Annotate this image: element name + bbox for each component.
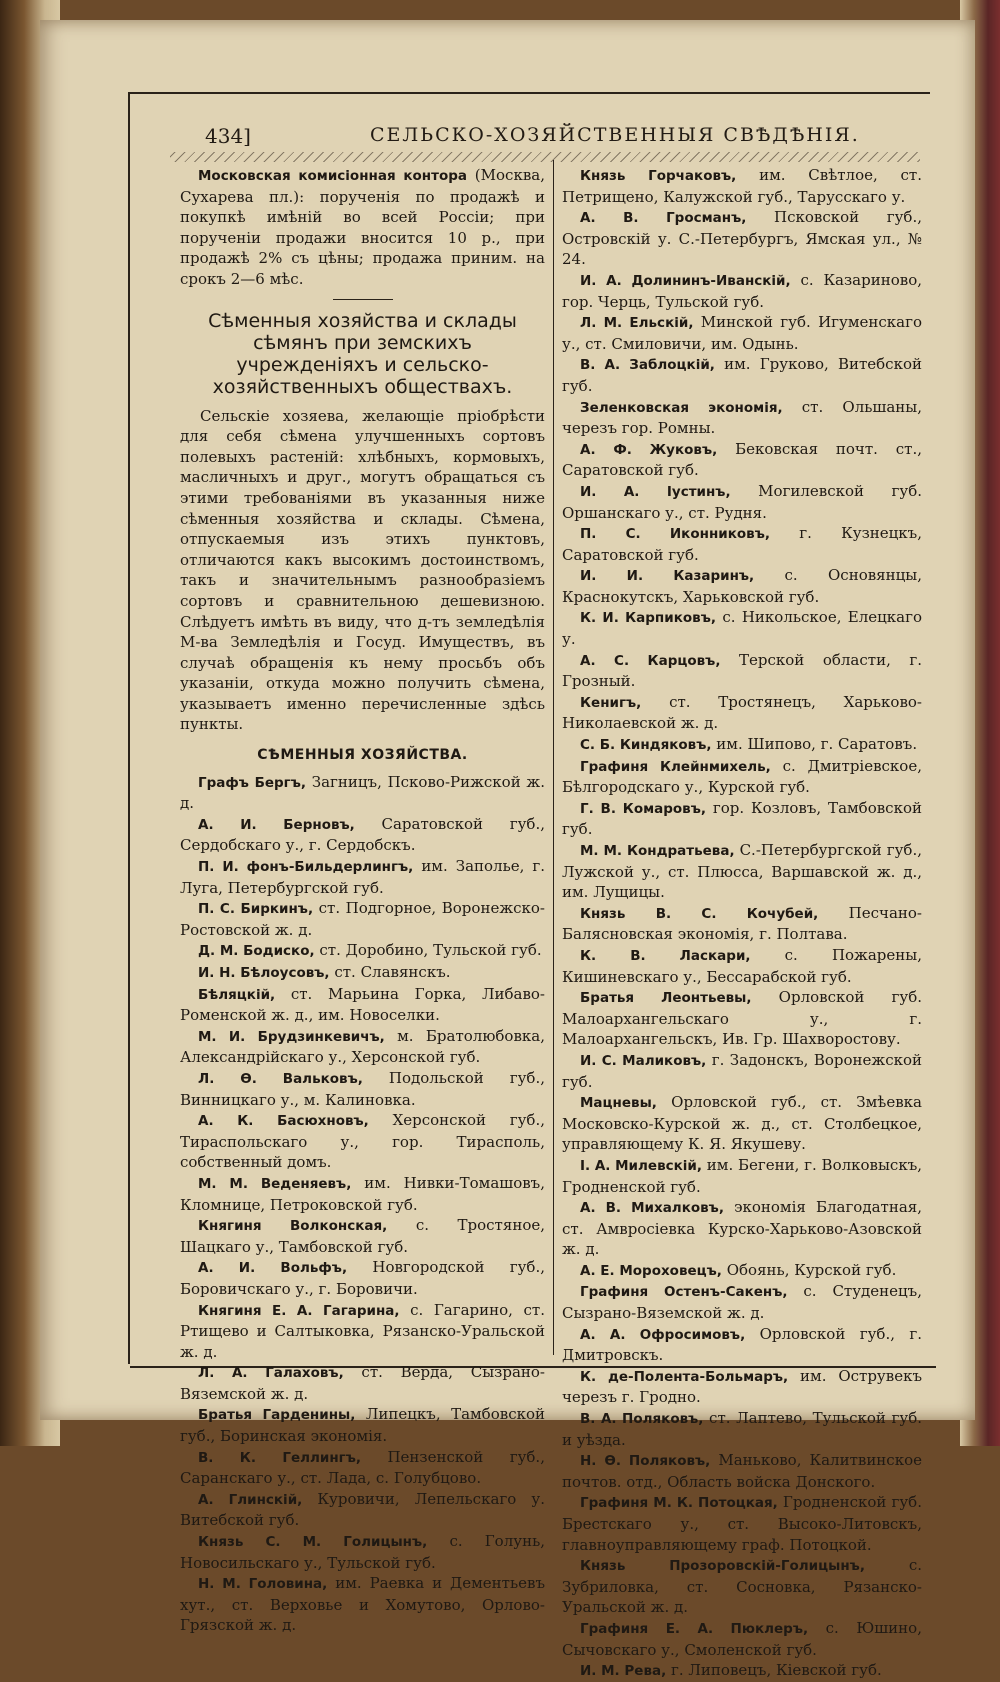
entry-text: с. Зубриловка, ст. Сосновка, Рязанско-Уральской ж. д. [562, 1556, 922, 1617]
entry-text: ст. Ольшаны, черезъ гор. Ромны. [562, 397, 922, 438]
entry-name: І. А. Милевскій, [580, 1157, 702, 1174]
list-item [180, 814, 545, 856]
list-item [180, 984, 545, 1026]
entry-text: С.-Петербургской губ., Лужской у., ст. Плюсса, Варшавской ж. д., им. Лущицы. [562, 841, 922, 902]
entry-text: Пензенской губ., Саранскаго у., ст. Лада, с. Голубцово. [180, 1447, 545, 1488]
entry-name: Графиня М. К. Потоцкая, [580, 1495, 778, 1512]
list-item [180, 1026, 545, 1068]
list-item [180, 772, 545, 814]
list-item [562, 523, 922, 565]
entry-text: Новгородской губ., Боровичскаго у., г. Боровичи. [180, 1258, 546, 1298]
entry-text: Бековская почт. ст., Саратовской губ. [562, 439, 922, 480]
entry-name: М. И. Брудзинкевичъ, [198, 1028, 385, 1045]
entry-name: Графъ Бергъ, [198, 774, 307, 791]
list-item [562, 1281, 922, 1323]
entry-text: Могилевской губ. Оршанскаго у., ст. Рудня. [562, 481, 922, 522]
entry-name: А. Е. Мороховецъ, [580, 1262, 722, 1279]
entry-text: ст. Подгорное, Воронежско-Ростовской ж. д. [180, 899, 545, 939]
entry-name: Князь С. М. Голицынъ, [198, 1534, 428, 1551]
list-item [562, 987, 922, 1050]
entry-name: М. М. Кондратьева, [580, 843, 735, 859]
entry-text: гор. Козловъ, Тамбовской губ. [562, 798, 922, 839]
entry-name: М. М. Веденяевъ, [198, 1175, 352, 1192]
entry-text: с. Гагарино, ст. Ртищево и Салтыковка, Рязанско-Уральской ж. д. [180, 1300, 545, 1361]
list-item [562, 1366, 922, 1408]
entry-text: ст. Доробино, Тульской губ. [319, 941, 542, 960]
entry-name: П. И. фонъ-Бильдерлингъ, [198, 859, 414, 876]
entry-name: Княгиня Е. А. Гагарина, [198, 1302, 400, 1319]
list-item [562, 1197, 922, 1260]
list-item [180, 940, 545, 962]
entry-text: ст. Верда, Сызрано-Вяземской ж. д. [180, 1363, 545, 1403]
list-item [180, 898, 545, 940]
list-item [562, 903, 922, 945]
entry-text: Куровичи, Лепельскаго у. Витебской губ. [180, 1489, 545, 1530]
list-item [562, 270, 922, 312]
entry-text: Псковской губ., Островскій у. С.-Петербургъ, Ямская ул., № 24. [562, 208, 922, 269]
entry-name: П. С. Иконниковъ, [580, 526, 770, 543]
entry-text: Орловской губ., г. Дмитровскъ. [562, 1324, 923, 1365]
list-item [180, 1215, 545, 1257]
right-entries-list [562, 165, 922, 1682]
list-item [180, 1068, 545, 1110]
entry-text: им. Нивки-Томашовъ, Кломнице, Петроковской губ. [180, 1173, 545, 1214]
entry-text: с. Юшино, Сычовскаго у., Смоленской губ. [562, 1618, 922, 1659]
entry-name: Д. М. Бодиско, [198, 943, 315, 960]
list-item [562, 650, 922, 692]
entry-name: В. К. Геллингъ, [198, 1449, 361, 1466]
list-item [180, 1173, 545, 1215]
entry-text: с. Пожарены, Кишиневскаго у., Бессарабской губ. [562, 945, 922, 986]
entry-name: А. Ф. Жуковъ, [580, 441, 718, 458]
entry-name: Князь Горчаковъ, [580, 168, 737, 184]
list-item [562, 756, 922, 798]
entry-name: В. А. Поляковъ, [580, 1411, 704, 1428]
entry-name: Л. Ѳ. Вальковъ, [198, 1070, 363, 1087]
left-column [180, 165, 545, 1636]
list-item [180, 1573, 545, 1636]
entry-name: И. М. Рева, [580, 1663, 667, 1680]
entry-text: с. Студенецъ, Сызрано-Вяземской ж. д. [562, 1282, 922, 1323]
entry-text: Орловской губ. Малоархангельскаго у., г. Малоархангельскъ, Ив. Гр. Шахворостову. [562, 988, 922, 1049]
entry-text: ст. Лаптево, Тульской губ. и уѣзда. [562, 1409, 922, 1449]
entry-text: (Москва, Сухарева пл.): порученія по продажѣ и покупкѣ имѣній во всей Россіи; при порученіи продажи вносится 10 р., при продажѣ 2% съ цѣны; продажа приним. на срокъ 2—6 мѣс. [180, 166, 545, 288]
intro-paragraph: Сельскіе хозяева, желающіе пріобрѣсти для себя сѣмена улучшенныхъ сортовъ полевыхъ растеній: хлѣбныхъ, кормовыхъ, масличныхъ и друг., могутъ обращаться съ этими требованіями въ указанныя ниже сѣменныя хозяйства и склады. Сѣмена, отпускаемыя изъ этихъ пунктовъ, отличаются какъ высокимъ достоинствомъ, такъ и значительнымъ разнообразіемъ сортовъ и сравнительною дешевизною. Слѣдуетъ имѣть въ виду, что д-тъ земледѣлія М-ва Земледѣлія и Госуд. Имуществъ, въ случаѣ обращенія къ нему просьбъ объ указаніи, откуда можно получить сѣмена, указываетъ именно перечисленные здѣсь пункты. [180, 406, 545, 734]
entry-name: Графиня Е. А. Пюклеръ, [580, 1620, 809, 1637]
entry-name: И. С. Маликовъ, [580, 1052, 707, 1069]
entry-text: г. Задонскъ, Воронежской губ. [562, 1050, 922, 1091]
list-item [562, 607, 922, 649]
list-item [180, 1300, 545, 1363]
entry-text: с. Голунь, Новосильскаго у., Тульской губ. [180, 1532, 545, 1572]
list-item [562, 565, 922, 607]
entry-text: Подольской губ., Винницкаго у., м. Калиновка. [180, 1068, 545, 1109]
entry-name: П. С. Биркинъ, [198, 901, 314, 918]
list-item [562, 439, 922, 481]
list-item [562, 840, 922, 903]
entry-text: Орловской губ., ст. Змѣевка Московско-Курской ж. д., ст. Столбецкое, управляющему К. Я. Якушеву. [562, 1093, 922, 1154]
entry-text: им. Заполье, г. Луга, Петербургской губ. [180, 857, 545, 897]
entry-name: А. И. Берновъ, [198, 816, 355, 833]
list-item [562, 692, 922, 734]
list-item [180, 1404, 545, 1446]
entry-name: Московская комисіонная контора [198, 168, 467, 184]
list-item [562, 1092, 922, 1155]
list-item [562, 165, 922, 207]
list-item [562, 1618, 922, 1660]
entry-name: А. К. Басюхновъ, [198, 1113, 369, 1130]
column-divider [553, 160, 554, 1355]
entry-name: Графиня Клейнмихель, [580, 758, 771, 775]
list-item [562, 354, 922, 396]
entry-name: Н. Ѳ. Поляковъ, [580, 1453, 711, 1470]
entry-text: им. Свѣтлое, ст. Петрищено, Калужской губ., Тарусскаго у. [562, 166, 922, 206]
entry-name: И. А. Долининъ-Иванскій, [580, 272, 791, 289]
entry-name: А. И. Вольфъ, [198, 1260, 348, 1277]
entry-name: И. А. Іустинъ, [580, 483, 731, 500]
list-item [562, 1555, 922, 1618]
list-item [562, 1260, 922, 1282]
list-item [562, 397, 922, 439]
list-item [562, 1155, 922, 1197]
entry-name: Князь Прозоровскій-Голицынъ, [580, 1558, 865, 1575]
entry-text: им. Раевка и Дементьевъ хут., ст. Верховье и Хомутово, Орлово-Грязской ж. д. [180, 1574, 546, 1635]
list-item [562, 1660, 922, 1682]
list-item [562, 1408, 922, 1450]
entry-text: с. Никольское, Елецкаго у. [562, 608, 923, 649]
entry-text: Саратовской губ., Сердобскаго у., г. Сердобскъ. [180, 814, 545, 855]
list-item [180, 1489, 545, 1531]
entry-name: А. Глинскій, [198, 1491, 303, 1508]
list-item [180, 856, 545, 898]
list-item [562, 798, 922, 840]
entry-name: Н. М. Головина, [198, 1576, 328, 1593]
list-item [562, 312, 922, 354]
entry-text: Херсонской губ., Тираспольскаго у., гор. Тирасполь, собственный домъ. [180, 1111, 545, 1172]
entry-text: Гродненской губ. Брестскаго у., ст. Высоко-Литовскъ, главноуправляющему граф. Потоцкой. [562, 1493, 922, 1554]
entry-text: Маньково, Калитвинское почтов. отд., Область войска Донского. [562, 1451, 922, 1491]
list-item [180, 1447, 545, 1489]
entry-text: г. Кузнецкъ, Саратовской губ. [562, 524, 922, 564]
entry-name: Бѣляцкій, [198, 986, 276, 1003]
entry-text: Песчано-Балясновская экономія, г. Полтава. [562, 903, 922, 944]
entry-name: А. В. Гросманъ, [580, 210, 747, 227]
entry-text: с. Основянцы, Краснокутскъ, Харьковской губ. [562, 566, 922, 606]
entry-name: А. В. Михалковъ, [580, 1200, 724, 1217]
entry-text: ст. Марьина Горка, Либаво-Роменской ж. д., им. Новоселки. [180, 984, 545, 1025]
entry-text: им. Груково, Витебской губ. [562, 355, 922, 395]
entry-name: К. В. Ласкари, [580, 947, 751, 964]
entry-text: с. Казариново, гор. Черць, Тульской губ. [562, 270, 922, 311]
entry-text: им. Бегени, г. Волковыскъ, Гродненской губ. [562, 1155, 923, 1196]
entry-text: г. Липовецъ, Кіевской губ. [671, 1661, 882, 1680]
entry-name: Зеленковская экономія, [580, 399, 783, 416]
entry-name: Графиня Остенъ-Сакенъ, [580, 1284, 788, 1301]
entry-text: им. Шиповo, г. Саратовъ. [716, 735, 918, 754]
entry-text: Минской губ. Игуменскаго у., ст. Смиловичи, им. Одынь. [562, 313, 922, 353]
entry-name: Братья Гарденины, [198, 1407, 356, 1424]
entry-name: И. Н. Бѣлоусовъ, [198, 965, 330, 981]
entry-text: Терской области, г. Грозный. [562, 650, 923, 691]
list-item [180, 1531, 545, 1573]
entry-text: Загницъ, Псково-Рижской ж. д. [180, 772, 545, 813]
list-item [562, 1450, 922, 1492]
list-item [180, 1110, 545, 1173]
list-item [562, 734, 922, 756]
list-item [562, 207, 922, 270]
entry-name: Княгиня Волконская, [198, 1218, 388, 1235]
entry-name: К. И. Карпиковъ, [580, 610, 716, 627]
entry-text: с. Дмитріевское, Бѣлгородскаго у., Курской губ. [562, 756, 922, 797]
entry-name: А. А. Офросимовъ, [580, 1326, 746, 1343]
entry-text: Обоянь, Курской губ. [726, 1260, 897, 1279]
list-item [562, 481, 922, 523]
section-heading: Сѣменныя хозяйства и склады сѣмянъ при земскихъ учрежденіяхъ и сельско-хозяйственныхъ обществахъ. [208, 309, 517, 398]
wavy-rule [170, 152, 920, 162]
entry-name: А. С. Карцовъ, [580, 652, 721, 669]
list-item [562, 945, 922, 987]
entry-name: С. Б. Киндяковъ, [580, 737, 712, 754]
left-entries-list [180, 772, 545, 1636]
right-column [562, 165, 922, 1682]
entry-text: Липецкъ, Тамбовской губ., Боринская экономія. [180, 1405, 545, 1446]
page-number: 434] [205, 124, 251, 148]
list-item [562, 1050, 922, 1092]
entry-text: экономія Благодатная, ст. Амвросіевка Курско-Харьково-Азовской ж. д. [562, 1198, 922, 1259]
entry-text: ст. Славянскъ. [334, 963, 451, 981]
entry-name: Кенигъ, [580, 694, 642, 711]
list-item [180, 1362, 545, 1404]
entry-name: К. де-Полента-Больмаръ, [580, 1368, 789, 1385]
entry-text: с. Тростяное, Шацкаго у., Тамбовской губ. [180, 1216, 545, 1256]
entry-text: ст. Тростянецъ, Харьково-Николаевской ж. д. [562, 692, 922, 733]
list-item [180, 962, 545, 984]
entry-name: Л. А. Галаховъ, [198, 1365, 344, 1382]
entry-name: Князь В. С. Кочубей, [580, 905, 819, 922]
list-item [562, 1324, 922, 1366]
entry-name: Братья Леонтьевы, [580, 990, 752, 1007]
list-item [180, 1257, 545, 1299]
short-rule [333, 299, 393, 300]
running-title: СЕЛЬСКО-ХОЗЯЙСТВЕННЫЯ СВѢДѢНІЯ. [370, 124, 860, 146]
entry-name: Мацневы, [580, 1095, 657, 1112]
subheading: СѢМЕННЫЯ ХОЗЯЙСТВА. [257, 747, 468, 764]
intro-entry [180, 165, 545, 290]
entry-text: м. Братолюбовка, Александрійскаго у., Херсонской губ. [180, 1026, 545, 1067]
entry-name: Г. В. Комаровъ, [580, 800, 706, 817]
entry-name: И. И. Казаринъ, [580, 568, 755, 585]
entry-text: им. Острувекъ черезъ г. Гродно. [562, 1366, 922, 1407]
entry-name: В. А. Заблоцкій, [580, 357, 715, 374]
entry-name: Л. М. Ельскій, [580, 315, 694, 332]
list-item [562, 1492, 922, 1555]
